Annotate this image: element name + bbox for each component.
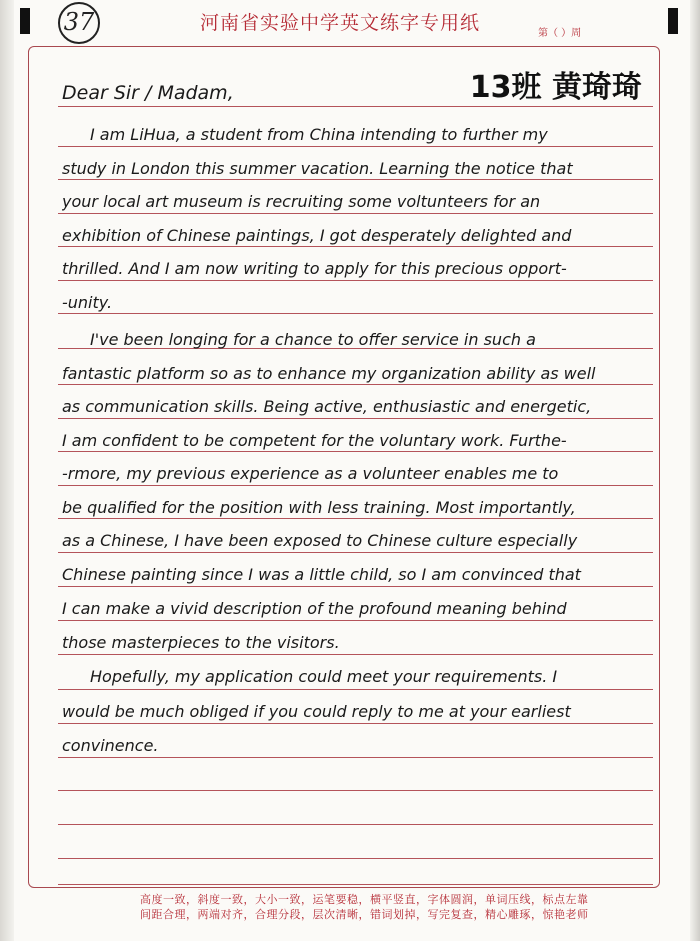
ruled-line [58,884,653,885]
letter-line: convinence. [62,736,159,755]
writing-tips [140,892,600,922]
letter-line: would be much obliged if you could reply to me at your earliest [62,702,571,721]
corner-mark-right [668,8,678,34]
week-label: 第（ ）周 [538,28,582,39]
writing-tips-line: 高度一致，斜度一致，大小一致，运笔要稳，横平竖直，字体圆润，单词压线，标点左靠 [140,893,589,906]
writing-tips-line: 间距合理，两端对齐，合理分段，层次清晰，错词划掉，写完复查，精心雕琢，惊艳老师 [140,908,589,921]
letter-line: I am confident to be competent for the voluntary work. Furthe- [62,431,567,450]
letter-line: exhibition of Chinese paintings, I got desperately delighted and [62,226,572,245]
letter-line: Chinese painting since I was a little child, so I am convinced that [62,565,581,584]
letter-line: I've been longing for a chance to offer service in such a [90,330,536,349]
letter-line: -unity. [62,293,113,312]
letter-line: those masterpieces to the visitors. [62,633,340,652]
letter-line: I am LiHua, a student from China intending to further my [90,125,548,144]
letter-line: -rmore, my previous experience as a volunteer enables me to [62,464,559,483]
letter-line: as communication skills. Being active, enthusiastic and energetic, [62,397,592,416]
page-edge-right [690,0,700,941]
letter-line: as a Chinese, I have been exposed to Chinese culture especially [62,531,578,550]
letter-line: fantastic platform so as to enhance my organization ability as well [62,364,596,383]
letter-line: thrilled. And I am now writing to apply for this precious opport- [62,259,567,278]
letter-line: your local art museum is recruiting some voltunteers for an [62,192,541,211]
letter-line: study in London this summer vacation. Learning the notice that [62,159,573,178]
letter-line: be qualified for the position with less training. Most importantly, [62,498,576,517]
letter-line: Hopefully, my application could meet your requirements. I [90,667,558,686]
corner-mark-left [20,8,30,34]
author-label: 13班 黄琦琦 [469,70,642,105]
ruled-line [58,824,653,825]
page-edge-left [0,0,14,941]
ruled-line [58,858,653,859]
sheet-title: 河南省实验中学英文练字专用纸 [199,12,480,34]
letter-line: I can make a vivid description of the profound meaning behind [62,599,567,618]
ruled-line [58,790,653,791]
letter-greeting: Dear Sir / Madam, [62,82,234,104]
circled-page-number: 37 [58,2,100,44]
